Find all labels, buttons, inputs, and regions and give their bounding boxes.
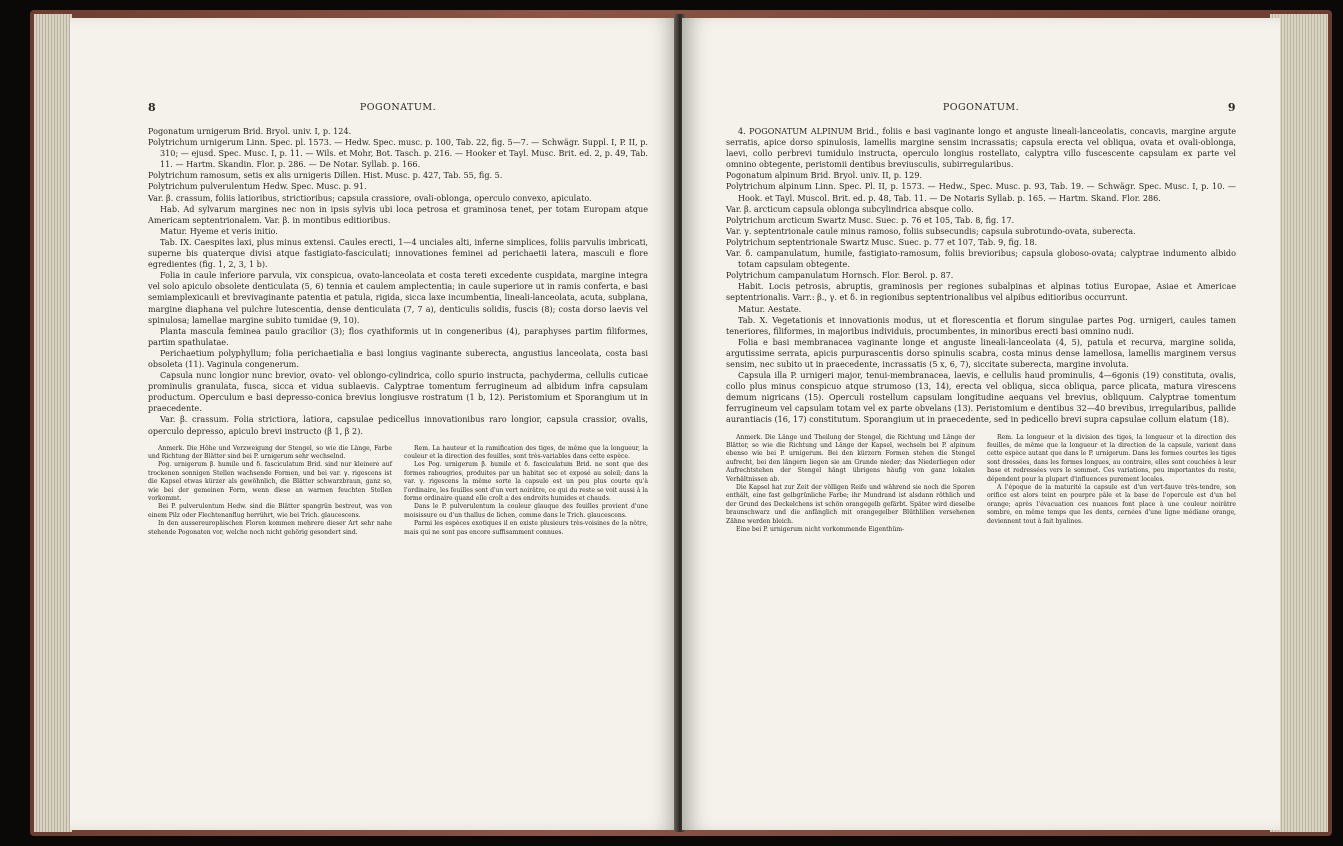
variety-paragraph: Var. δ. campanulatum, humile, fastigiato-ramosum, foliis brevioribus; capsula globoso-ovata; calyptrae indumento albido totam capsulam obtegente. bbox=[726, 248, 1236, 270]
habitat-paragraph: Habit. Locis petrosis, abruptis, graminosis per regiones subalpinas et alpinas totius Europae, Asiae et Americae septentrionalis. Varr.: β., γ. et δ. in regionibus septentrionalibus vel alpibus editioribus occurrunt. bbox=[726, 281, 1236, 303]
paragraph: Polytrichum arcticum Swartz Musc. Suec. p. 76 et 105, Tab. 8, fig. 17. bbox=[726, 214, 1015, 225]
footnote: Anmerk. Die Höhe und Verzweigung der Stengel, so wie die Länge, Farbe und Richtung der Blätter sind bei P. urnigerum sehr wechselnd. bbox=[148, 444, 392, 461]
paragraph: Folia e basi membranacea vaginante longe et anguste lineali-lanceolata (4, 5), patula et recurva, margine solida, argutissime serrata, apicis purpurascentis dorso spinulis scabra, costa minus dense lamellosa, lamellis marginem versus sensim, nec subito ut in praecedente, incrassatis (5 x, 6, 7), siccitate suberecta, margine involuta. bbox=[726, 336, 1236, 369]
footnote-column-german bbox=[148, 445, 392, 537]
running-head-title: POGONATUM. bbox=[942, 102, 1020, 113]
variety-paragraph: Var. β. crassum, foliis latioribus, strictioribus; capsula crassiore, ovali-oblonga, operculo convexo, apiculato. bbox=[148, 192, 592, 203]
paragraph: Polytrichum pulverulentum Hedw. Spec. Musc. p. 91. bbox=[148, 181, 367, 192]
footnote: Dans le P. pulverulentum la couleur glauque des feuilles provient d'une moisissure ou d'un thallus de lichen, comme dans le Trich. glaucescens. bbox=[404, 503, 648, 519]
footnote: Die Kapsel hat zur Zeit der völligen Reife und während sie noch die Sporen enthält, eine fast gelbgrünliche Farbe; ihr Mundrand ist alsdann röthlich und der Grund des Deckelchens ist schön orangegelb gefärbt. Später wird dieselbe braunschwarz und die anfänglich mit orangegelber Blüthlilien versehenen Zähne werden bleich. bbox=[726, 483, 975, 525]
footnote: Rem. La hauteur et la ramification des tiges, de même que la longueur, la couleur et la direction des feuilles, sont très-variables dans cette espèce. bbox=[404, 444, 648, 461]
footnote: Les Pog. urnigerum β. humile et δ. fasciculatum Brid. ne sont que des formes rabougries, produites par un habitat sec et exposé au soleil; dans la var. γ. rigescens la même sorte la capsule est un peu plus courte qu'à l'ordinaire, les feuilles sont d'un vert noirâtre, ce qui du reste se voit aussi à la forme ordinaire quand elle croît a des endroits humides et chauds. bbox=[404, 461, 648, 503]
paragraph: Capsula nunc longior nunc brevior, ovato- vel oblongo-cylindrica, collo spurio instructa, pachyderma, cellulis cuticae prominulis granulata, fusca, sicca et vidua sublaevis. Calyptrae tomentum ferrugineum ad albidum infra capsulam productum. Operculum e basi depresso-conica brevius longiusve rostratum (1 b, 12). Peristomium et Sporangium ut in praecedente. bbox=[148, 370, 648, 414]
footnotes bbox=[726, 434, 1236, 535]
paragraph: Tab. IX. Caespites laxi, plus minus extensi. Caules erecti, 1—4 unciales alti, inferne simplices, foliis parvulis imbricati, superne bis quaterque divisi atque fastigiato-fasciculati; innovationes feminei ad perichaetii latera, masculi e flore egredientes (fig. 1, 2, 3, 1 b). bbox=[148, 236, 648, 270]
variety-paragraph: Var. β. arcticum capsula oblonga subcylindrica absque collo. bbox=[726, 203, 974, 214]
left-page-edges bbox=[34, 14, 72, 832]
footnote: In den aussereuropäischen Floren kommen mehrere dieser Art sehr nahe stehende Pogonaten vor, welche noch nicht gehörig gesondert sind. bbox=[148, 520, 392, 536]
page-number: 9 bbox=[1227, 101, 1236, 114]
footnote: Eine bei P. urnigerum nicht vorkommende Eigenthüm- bbox=[736, 526, 905, 533]
right-running-head bbox=[726, 102, 1236, 116]
footnote: Pog. urnigerum β. humile und δ. fasciculatum Brid. sind nur kleinere auf trockenen sonnigen Stellen wachsende Formen, und bei var. γ. rigescens ist die Kapsel etwas kürzer als gewöhnlich, die Blätter schwarzbraun, ganz so, wie bei der gemeinen Form, wenn diese an warmen feuchten Stellen vorkommt. bbox=[148, 461, 392, 503]
left-page bbox=[70, 18, 678, 830]
habitat-paragraph: Hab. Ad sylvarum margines nec non in ipsis sylvis ubi loca petrosa et graminosa tenet, per totam Europam atque Americam septentrionalem. Var. β. in montibus editioribus. bbox=[148, 203, 648, 225]
paragraph: Polytrichum campanulatum Hornsch. Flor. Berol. p. 87. bbox=[726, 270, 954, 281]
left-running-head bbox=[148, 102, 648, 116]
paragraph: Planta mascula feminea paulo gracilior (3); flos cyathiformis ut in congeneribus (4), paraphyses partim filiformes, partim spathulatae. bbox=[148, 325, 648, 347]
footnote-column-french bbox=[404, 445, 648, 537]
paragraph: Polytrichum alpinum Linn. Spec. Pl. II, p. 1573. — Hedw., Spec. Musc. p. 93, Tab. 19. — Schwägr. Spec. Musc. I, p. 10. — Hook. et Tayl. Muscol. Brit. ed. p. 48, Tab. 11. — De Notaris Syllab. p. 165. — Hartm. Skand. Flor. 286. bbox=[726, 181, 1236, 203]
paragraph: Polytrichum urnigerum Linn. Spec. pl. 1573. — Hedw. Spec. musc. p. 100, Tab. 22, fig. 5—7. — Schwägr. Suppl. I, P. II, p. 310; — ejusd. Spec. Musc. I, p. 11. — Wils. et Mohr, Bot. Tasch. p. 216. — Hooker et Tayl. Musc. Brit. ed. 2, p. 49, Tab. 11. — Hartm. Skandin. Flor. p. 286. — De Notar. Syllab. p. 166. bbox=[148, 137, 648, 170]
maturity-paragraph: Matur. Hyeme et veris initio. bbox=[160, 225, 278, 236]
footnote: Rem. La longueur et la division des tiges, la longueur et la direction des feuilles, de même que la longueur et la direction de la capsule, varient dans cette espèce autant que dans le P. urnigerum. Dans les formes courtes les tiges sont dressées, dans les formes longues, au contraire, elles sont couchées à leur base et redressées vers le sommet. Ces variations, peu importantes du reste, dépendent pour la plupart d'influences purement locales. bbox=[987, 433, 1236, 483]
footnote-column-french bbox=[987, 434, 1236, 535]
footnote: Parmi les espèces exotiques il en existe plusieurs très-voisines de la nôtre, mais qui ne sont pas encore suffisamment connues. bbox=[404, 520, 648, 536]
footnotes bbox=[148, 445, 648, 537]
footnote-column-german bbox=[726, 434, 975, 535]
paragraph: Pogonatum alpinum Brid. Bryol. univ. II, p. 129. bbox=[726, 170, 923, 181]
running-head-title: POGONATUM. bbox=[359, 102, 437, 113]
paragraph: Pogonatum urnigerum Brid. Bryol. univ. I, p. 124. bbox=[148, 126, 352, 136]
variety-paragraph: Var. γ. septentrionale caule minus ramoso, foliis subsecundis; capsula subrotundo-ovata, suberecta. bbox=[726, 225, 1136, 236]
left-page-content bbox=[70, 18, 678, 537]
paragraph: Capsula illa P. urnigeri major, tenui-membranacea, laevis, e cellulis haud prominulis, 4—6gonis (19) constituta, ovalis, collo plus minus conspicuo atque strumoso (13, 14), erecta vel obliqua, sicca obliqua, parce plicata, matura virescens demum nigricans (15). Operculi rostellum capsulam longitudine aequans vel brevius, obliquum. Calyptrae tomentum ferrugineum vel capsulam totam vel ex parte obvelans (13). Peristomium e dentibus 32—40 brevibus, irregularibus, pallide aurantiacis (16, 17) constitutum. Sporangium ut in praecedente, sed in pedicello brevi supra capsulae collum elatum (18). bbox=[726, 370, 1236, 425]
species-heading: 4. POGONATUM ALPINUM Brid., foliis e basi vaginante longo et anguste lineali-lanceolatis, concavis, margine argute serratis, apice dorso spinulosis, lamellis margine sensim incrassatis; capsula erecta vel obliqua, ovata et ovali-oblonga, laevi, collo perbrevi tumidulo instructa, operculo longius rostellato, calyptra villo fuscescente capsulam ex parte vel omnino obtegente, peristomii dentibus breviusculis, subirregularibus. bbox=[726, 126, 1236, 170]
paragraph: Perichaetium polyphyllum; folia perichaetialia e basi longius vaginante suberecta, angustius lanceolata, costa basi obsoleta (11). Vaginula congenerum. bbox=[148, 347, 648, 369]
paragraph: Folia in caule inferiore parvula, vix conspicua, ovato-lanceolata et costa tereti excedente cuspidata, margine integra vel solo apiculo obsolete denticulata (5, 6) tennia et caulem amplectentia; in caule superiore ut in ramis conferta, e basi semiamplexicauli et brevivaginante patentia et patula, rigida, sicca laxe incumbentia, lineali-lanceolata, acuta, subplana, margine diaphana vel pulchre lutescentia, dense denticulata (7, 7 a), denticulis solidis, fuscis (8); costa dorso laevis vel spinulosa; lamellae margine subito tumidae (9, 10). bbox=[148, 270, 648, 325]
footnote: A l'époque de la maturité la capsule est d'un vert-fauve très-tendre, son orifice est alors teint en pourpre pâle et la base de l'opercule est d'un bel orange; après l'évacuation ces nuances font place à une couleur noirâtre sombre, en même temps que les dents, cernées d'une ligne médiane orange, deviennent tout à fait hyalines. bbox=[987, 483, 1236, 525]
maturity-paragraph: Matur. Aestate. bbox=[738, 303, 802, 314]
paragraph: Var. β. crassum. Folia strictiora, latiora, capsulae pedicellus innovationibus raro longior, capsula crassior, ovalis, operculo depresso, apiculo brevi instructo (β 1, β 2). bbox=[148, 414, 648, 436]
footnote: Anmerk. Die Länge und Theilung der Stengel, die Richtung und Länge der Blätter, so wie die Richtung und Länge der Kapsel, wechseln bei P. alpinum ebenso wie bei P. urnigerum. Bei den kürzern Formen stehen die Stengel aufrecht, bei den längern liegen sie am Grunde nieder; das Niederliegen oder Aufrechtstehen der Stengel hängt übrigens häufig von ganz lokalen Verhältnissen ab. bbox=[726, 433, 975, 483]
right-page bbox=[682, 18, 1280, 830]
footnote: Bei P. pulverulentum Hedw. sind die Blätter spangrün bestreut, was von einem Pilz oder Flechtenanflug herrührt, wie bei Trich. glaucescens. bbox=[148, 503, 392, 519]
right-page-content bbox=[682, 18, 1280, 534]
paragraph: Tab. X. Vegetationis et innovationis modus, ut et florescentia et florum singulae partes Pog. urnigeri, caules tamen teneriores, filiformes, in majoribus individuis, procumbentes, in minoribus erecti basi omnino nudi. bbox=[726, 314, 1236, 336]
paragraph: Polytrichum septentrionale Swartz Musc. Suec. p. 77 et 107, Tab. 9, fig. 18. bbox=[726, 236, 1038, 247]
paragraph: Polytrichum ramosum, setis ex alis urnigeris Dillen. Hist. Musc. p. 427, Tab. 55, fig. 5. bbox=[148, 170, 503, 181]
page-number: 8 bbox=[148, 101, 157, 114]
